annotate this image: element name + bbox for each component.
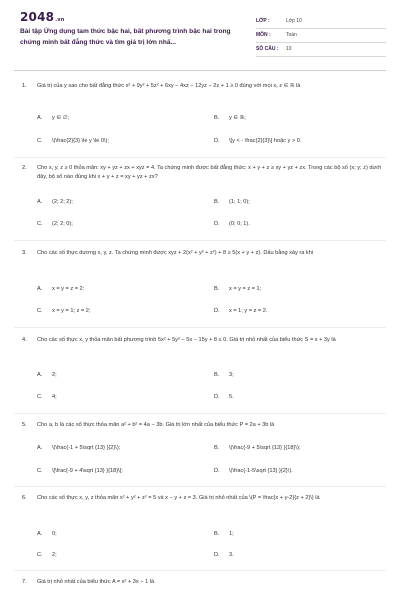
option-d[interactable] (214, 551, 234, 560)
option-c[interactable] (37, 467, 123, 476)
option-text: x = y = z = 1; (229, 286, 262, 292)
meta-class-value: Lớp 10 (286, 18, 302, 24)
option-letter: C. (37, 138, 43, 144)
option-c[interactable] (37, 307, 90, 316)
option-text: 2; (52, 552, 57, 558)
option-letter: B. (214, 115, 220, 121)
option-letter: B. (214, 286, 220, 292)
meta-subject-value: Toán (286, 32, 297, 38)
question-text: Cho các số thực x, y thỏa mãn bất phương trình 5x² + 5y² − 5x − 15y + 8 ≤ 0. Giá trị nhỏ nhất của biểu thức S = x + 3y là (37, 337, 336, 343)
option-text: x = y = z = 2; (52, 286, 85, 292)
option-a[interactable] (37, 530, 57, 539)
option-letter: C. (37, 308, 43, 314)
option-letter: D. (214, 394, 220, 400)
question-text: Giá trị nhỏ nhất của biểu thức A = x² + 3x − 1 là (37, 579, 155, 585)
option-letter: B. (214, 531, 220, 537)
option-text: 3; (229, 372, 234, 378)
option-letter: B. (214, 199, 220, 205)
question-divider (14, 240, 386, 241)
question-number: 6. (22, 495, 27, 501)
option-a[interactable] (37, 285, 84, 294)
option-letter: A. (37, 286, 43, 292)
option-letter: C. (37, 221, 43, 227)
option-text: 1; (229, 531, 234, 537)
question-divider (14, 157, 386, 158)
question-text: Cho các số thực x, y, z thỏa mãn x² + y² + z² = 5 và x − y + z = 3. Giá trị nhỏ nhất của \(P = \frac{x + y-2}{z + 2}\) là (37, 495, 320, 501)
meta-count-label: SỐ CÂU : (256, 46, 279, 52)
option-b[interactable] (214, 371, 234, 380)
option-letter: D. (214, 138, 220, 144)
option-d[interactable] (214, 137, 301, 146)
question-text: Giá trị của y sao cho bất đẳng thức x² + 9y² + 5z² + 6xy − 4xz − 12yz − 2z + 1 ≥ 0 đúng với mọi x, z ∈ ℝ là (37, 83, 301, 89)
option-letter: D. (214, 552, 220, 558)
option-letter: A. (37, 199, 43, 205)
option-a[interactable] (37, 198, 73, 207)
option-text: 5. (229, 394, 234, 400)
question-text: Cho a, b là các số thực thỏa mãn a² + b² = 4a − 3b. Giá trị lớn nhất của biểu thức P = 2a + 3b là (37, 422, 275, 428)
option-text: x = y = 1; z = 2; (52, 308, 91, 314)
worksheet-header (20, 10, 386, 62)
question-divider (14, 327, 386, 328)
option-b[interactable] (214, 285, 261, 294)
option-letter: C. (37, 394, 43, 400)
meta-subject-row (256, 29, 386, 43)
meta-subject-label: MÔN : (256, 32, 271, 38)
meta-class-label: LỚP : (256, 18, 270, 24)
option-b[interactable] (214, 114, 246, 123)
question-text: Cho x, y, z ≥ 0 thỏa mãn: xy + yz + zx + xyz = 4. Ta chứng minh được bất đẳng thức: x + y + z ≥ xy + yz + zx. Trong các bộ số (x; y; z) dưới đây, bộ số nào đúng khi x + y + z = xy + yz + zx? (37, 165, 382, 180)
question-divider (14, 486, 386, 487)
question-divider (14, 570, 386, 571)
option-text: (2; 2; 2); (52, 199, 73, 205)
option-text: \(\frac{-1-5\sqrt {13} }{2}\). (229, 468, 293, 474)
option-text: (2; 2; 0); (52, 221, 73, 227)
option-text: \[y < - \frac{2}{3}\] hoặc y > 0. (229, 138, 302, 144)
question-number: 3. (22, 250, 27, 256)
option-text: 2; (52, 372, 57, 378)
option-text: \(\frac{-1 + 5\sqrt {13} }{2}\); (52, 445, 121, 451)
option-b[interactable] (214, 530, 234, 539)
option-letter: D. (214, 221, 220, 227)
option-letter: B. (214, 372, 220, 378)
option-d[interactable] (214, 393, 234, 402)
option-a[interactable] (37, 371, 57, 380)
meta-class-row (256, 15, 386, 29)
option-text: y ∈ ℝ; (229, 115, 246, 121)
option-letter: A. (37, 445, 43, 451)
header-divider (14, 70, 386, 71)
option-letter: D. (214, 308, 220, 314)
option-text: 0; (52, 531, 57, 537)
question-number: 5. (22, 422, 27, 428)
option-d[interactable] (214, 467, 293, 476)
option-text: x = 1; y = z = 2. (229, 308, 268, 314)
option-text: (1; 1; 0); (229, 199, 250, 205)
option-a[interactable] (37, 114, 69, 123)
option-b[interactable] (214, 444, 300, 453)
worksheet-meta (256, 15, 386, 57)
option-letter: D. (214, 468, 220, 474)
option-d[interactable] (214, 307, 267, 316)
question-number: 2. (22, 165, 27, 171)
question-number: 1. (22, 83, 27, 89)
option-text: (0; 0; 1). (229, 221, 250, 227)
option-letter: A. (37, 372, 43, 378)
option-text: 3. (229, 552, 234, 558)
option-letter: A. (37, 531, 43, 537)
option-letter: C. (37, 552, 43, 558)
option-text: y ∈ ∅; (52, 115, 70, 121)
option-text: \(\frac{2}{3} \le y \le 0\); (52, 138, 109, 144)
meta-count-value: 10 (286, 46, 292, 52)
option-text: 4; (52, 394, 57, 400)
worksheet-title: Bài tập Ứng dụng tam thức bậc hai, bất phương trình bậc hai trong chứng minh bất đẳng thức và tìm giá trị lớn nhấ... (20, 28, 231, 46)
option-d[interactable] (214, 220, 250, 229)
question-number: 7. (22, 579, 27, 585)
option-letter: B. (214, 445, 220, 451)
meta-count-row (256, 43, 386, 57)
option-letter: A. (37, 115, 43, 121)
site-logo[interactable]: 2048.vn (20, 10, 65, 24)
option-text: \[\frac{-9 + 4\sqrt {13} }{18}\]; (52, 468, 123, 474)
option-c[interactable] (37, 137, 109, 146)
question-number: 4. (22, 337, 27, 343)
option-b[interactable] (214, 198, 250, 207)
option-c[interactable] (37, 393, 57, 402)
option-letter: C. (37, 468, 43, 474)
question-divider (14, 413, 386, 414)
option-c[interactable] (37, 220, 73, 229)
question-text: Cho các số thực dương x, y, z. Ta chứng minh được xyz + 2(x² + y² + z²) + 8 ≥ 5(x + y + z). Dấu bằng xảy ra khi (37, 250, 314, 256)
option-c[interactable] (37, 551, 57, 560)
option-text: \(\frac{-9 + 5\sqrt {13} }{18}\); (229, 445, 301, 451)
option-a[interactable] (37, 444, 120, 453)
